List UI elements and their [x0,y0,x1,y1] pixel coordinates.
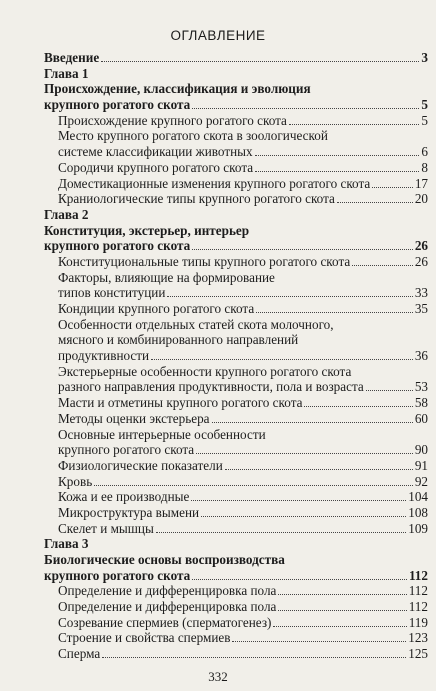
toc-entry [44,489,428,505]
toc-leader-dots [256,312,413,313]
toc-leader-dots [94,485,413,486]
toc-entry-page: 35 [414,301,428,316]
toc-entry-title: крупного рогатого скота [44,567,191,583]
toc-entry [44,552,428,568]
toc-entry-page: 8 [421,159,428,175]
toc-entry-title: крупного рогатого скота [44,238,191,254]
toc-entry-page: 92 [414,473,428,489]
toc-leader-dots [192,249,413,250]
toc-entry-title: Определение и дифференцировка пола [58,599,277,615]
toc-entry [44,81,428,97]
toc-entry [44,223,428,239]
toc-entry [44,395,428,411]
toc-leader-dots [278,594,406,595]
toc-entry-title: Особенности отдельных статей скота молочного, [58,316,334,332]
toc-entry-title: Глава 3 [44,536,89,552]
toc-leader-dots [192,579,407,580]
toc-entry-page: 91 [414,457,428,473]
toc-leader-dots [232,641,406,642]
toc-leader-dots [201,516,406,517]
toc-entry-title: Основные интерьерные особенности [58,426,266,442]
toc-entry [44,568,428,584]
toc-entry-page: 112 [408,567,428,583]
toc-entry-page: 108 [408,504,428,520]
toc-entry-title: Сородичи крупного рогатого скота [58,159,254,175]
toc-entry [44,160,428,176]
toc-entry-title: Экстерьерные особенности крупного рогатого скота [58,363,352,379]
toc-leader-dots [366,390,413,391]
toc-leader-dots [101,61,419,62]
toc-entry [44,254,428,270]
toc-entry-title: Введение [44,50,100,65]
toc-entry-title: Микроструктура вымени [58,504,200,520]
toc-entry [44,630,428,646]
toc-entry [44,128,428,144]
toc-leader-dots [167,296,412,297]
toc-entry-page: 33 [414,285,428,301]
toc-entry-title: Физиологические показатели [58,457,223,473]
toc-entry-title: Глава 1 [44,65,89,81]
toc-entry-title: Строение и свойства спермиев [58,630,231,646]
toc-entry-title: системе классификации животных [58,144,253,160]
toc-entry [44,317,428,333]
toc-leader-dots [102,657,406,658]
toc-entry [44,411,428,427]
toc-entry-page: 36 [414,348,428,364]
toc-entry [44,238,428,254]
page-title: ОГЛАВЛЕНИЕ [170,28,266,43]
toc-entry-page: 90 [414,442,428,458]
toc-entry-title: мясного и комбинированного направлений [58,332,299,348]
toc-entry [44,427,428,443]
toc-entry-page: 125 [408,646,428,662]
toc-entry [44,113,428,129]
toc-entry [44,505,428,521]
toc-entry-page: 20 [414,191,428,207]
toc-entry-title: крупного рогатого скота [44,97,191,113]
toc-entry-title: типов конституции [58,285,166,301]
toc-entry-page: 123 [408,630,428,646]
toc-entry-title: Доместикационные изменения крупного рогатого скота [58,175,371,191]
toc-entry-title: Масти и отметины крупного рогатого скота [58,395,303,411]
toc-entry [44,615,428,631]
toc-entry-title: Кондиции крупного рогатого скота [58,301,255,316]
toc-entry [44,207,428,223]
toc-entry-page: 119 [408,614,428,630]
toc-entry-page: 5 [421,112,428,128]
toc-entry-title: Глава 2 [44,206,89,222]
toc-entry-page: 112 [408,583,428,599]
toc-entry-page: 5 [421,97,428,113]
toc-entry [44,379,428,395]
table-of-contents [44,50,428,662]
toc-entry-title: Происхождение, классификация и эволюция [44,81,311,97]
toc-entry-page: 17 [414,175,428,191]
toc-leader-dots [289,124,420,125]
toc-entry-title: Место крупного рогатого скота в зоологической [58,128,328,144]
toc-entry [44,50,428,66]
toc-entry [44,583,428,599]
toc-entry [44,66,428,82]
toc-entry [44,332,428,348]
toc-leader-dots [273,626,406,627]
toc-leader-dots [156,532,406,533]
toc-entry [44,301,428,317]
toc-entry-page: 3 [421,50,428,65]
toc-entry [44,270,428,286]
page-number: 332 [208,669,228,684]
toc-entry-title: разного направления продуктивности, пола и возраста [58,379,364,395]
toc-entry [44,599,428,615]
toc-entry-title: Краниологические типы крупного рогатого скота [58,191,335,207]
toc-entry-page: 53 [414,379,428,395]
toc-leader-dots [255,155,420,156]
toc-leader-dots [304,406,412,407]
toc-leader-dots [192,108,419,109]
toc-entry-title: Факторы, влияющие на формирование [58,269,275,285]
toc-leader-dots [372,187,413,188]
toc-entry-page: 60 [414,410,428,426]
toc-entry-title: Созревание спермиев (сперматогенез) [58,614,272,630]
toc-entry [44,144,428,160]
toc-entry [44,474,428,490]
toc-leader-dots [212,422,413,423]
toc-entry [44,442,428,458]
toc-entry [44,176,428,192]
toc-entry-page: 104 [408,489,428,505]
toc-entry [44,285,428,301]
toc-entry-title: крупного рогатого скота [58,442,195,458]
toc-entry-page: 26 [414,238,428,254]
toc-entry [44,458,428,474]
toc-entry [44,364,428,380]
toc-entry-page: 109 [408,520,428,536]
toc-leader-dots [191,500,406,501]
toc-leader-dots [225,469,413,470]
toc-leader-dots [255,171,419,172]
toc-entry-page: 6 [421,144,428,160]
toc-entry-page: 58 [414,395,428,411]
toc-entry-title: Скелет и мышцы [58,520,154,536]
toc-entry-title: Кожа и ее производные [58,489,190,505]
toc-entry-title: Конституция, экстерьер, интерьер [44,222,250,238]
toc-entry-title: Происхождение крупного рогатого скота [58,112,287,128]
toc-entry-title: Конституциональные типы крупного рогатого скота [58,253,351,269]
toc-entry [44,646,428,662]
toc-leader-dots [278,610,406,611]
toc-entry [44,97,428,113]
toc-entry-title: Биологические основы воспроизводства [44,552,285,567]
toc-entry-page: 26 [414,253,428,269]
toc-leader-dots [337,202,413,203]
toc-leader-dots [196,453,413,454]
toc-entry [44,191,428,207]
toc-leader-dots [352,265,413,266]
toc-entry-title: Кровь [58,473,93,489]
toc-entry-title: продуктивности [58,348,150,364]
toc-entry-title: Сперма [58,646,101,662]
toc-entry [44,536,428,552]
toc-entry-page: 112 [408,599,428,615]
toc-entry-title: Определение и дифференцировка пола [58,583,277,599]
toc-entry-title: Методы оценки экстерьера [58,410,210,426]
toc-entry [44,521,428,537]
toc-entry [44,348,428,364]
toc-leader-dots [151,359,413,360]
